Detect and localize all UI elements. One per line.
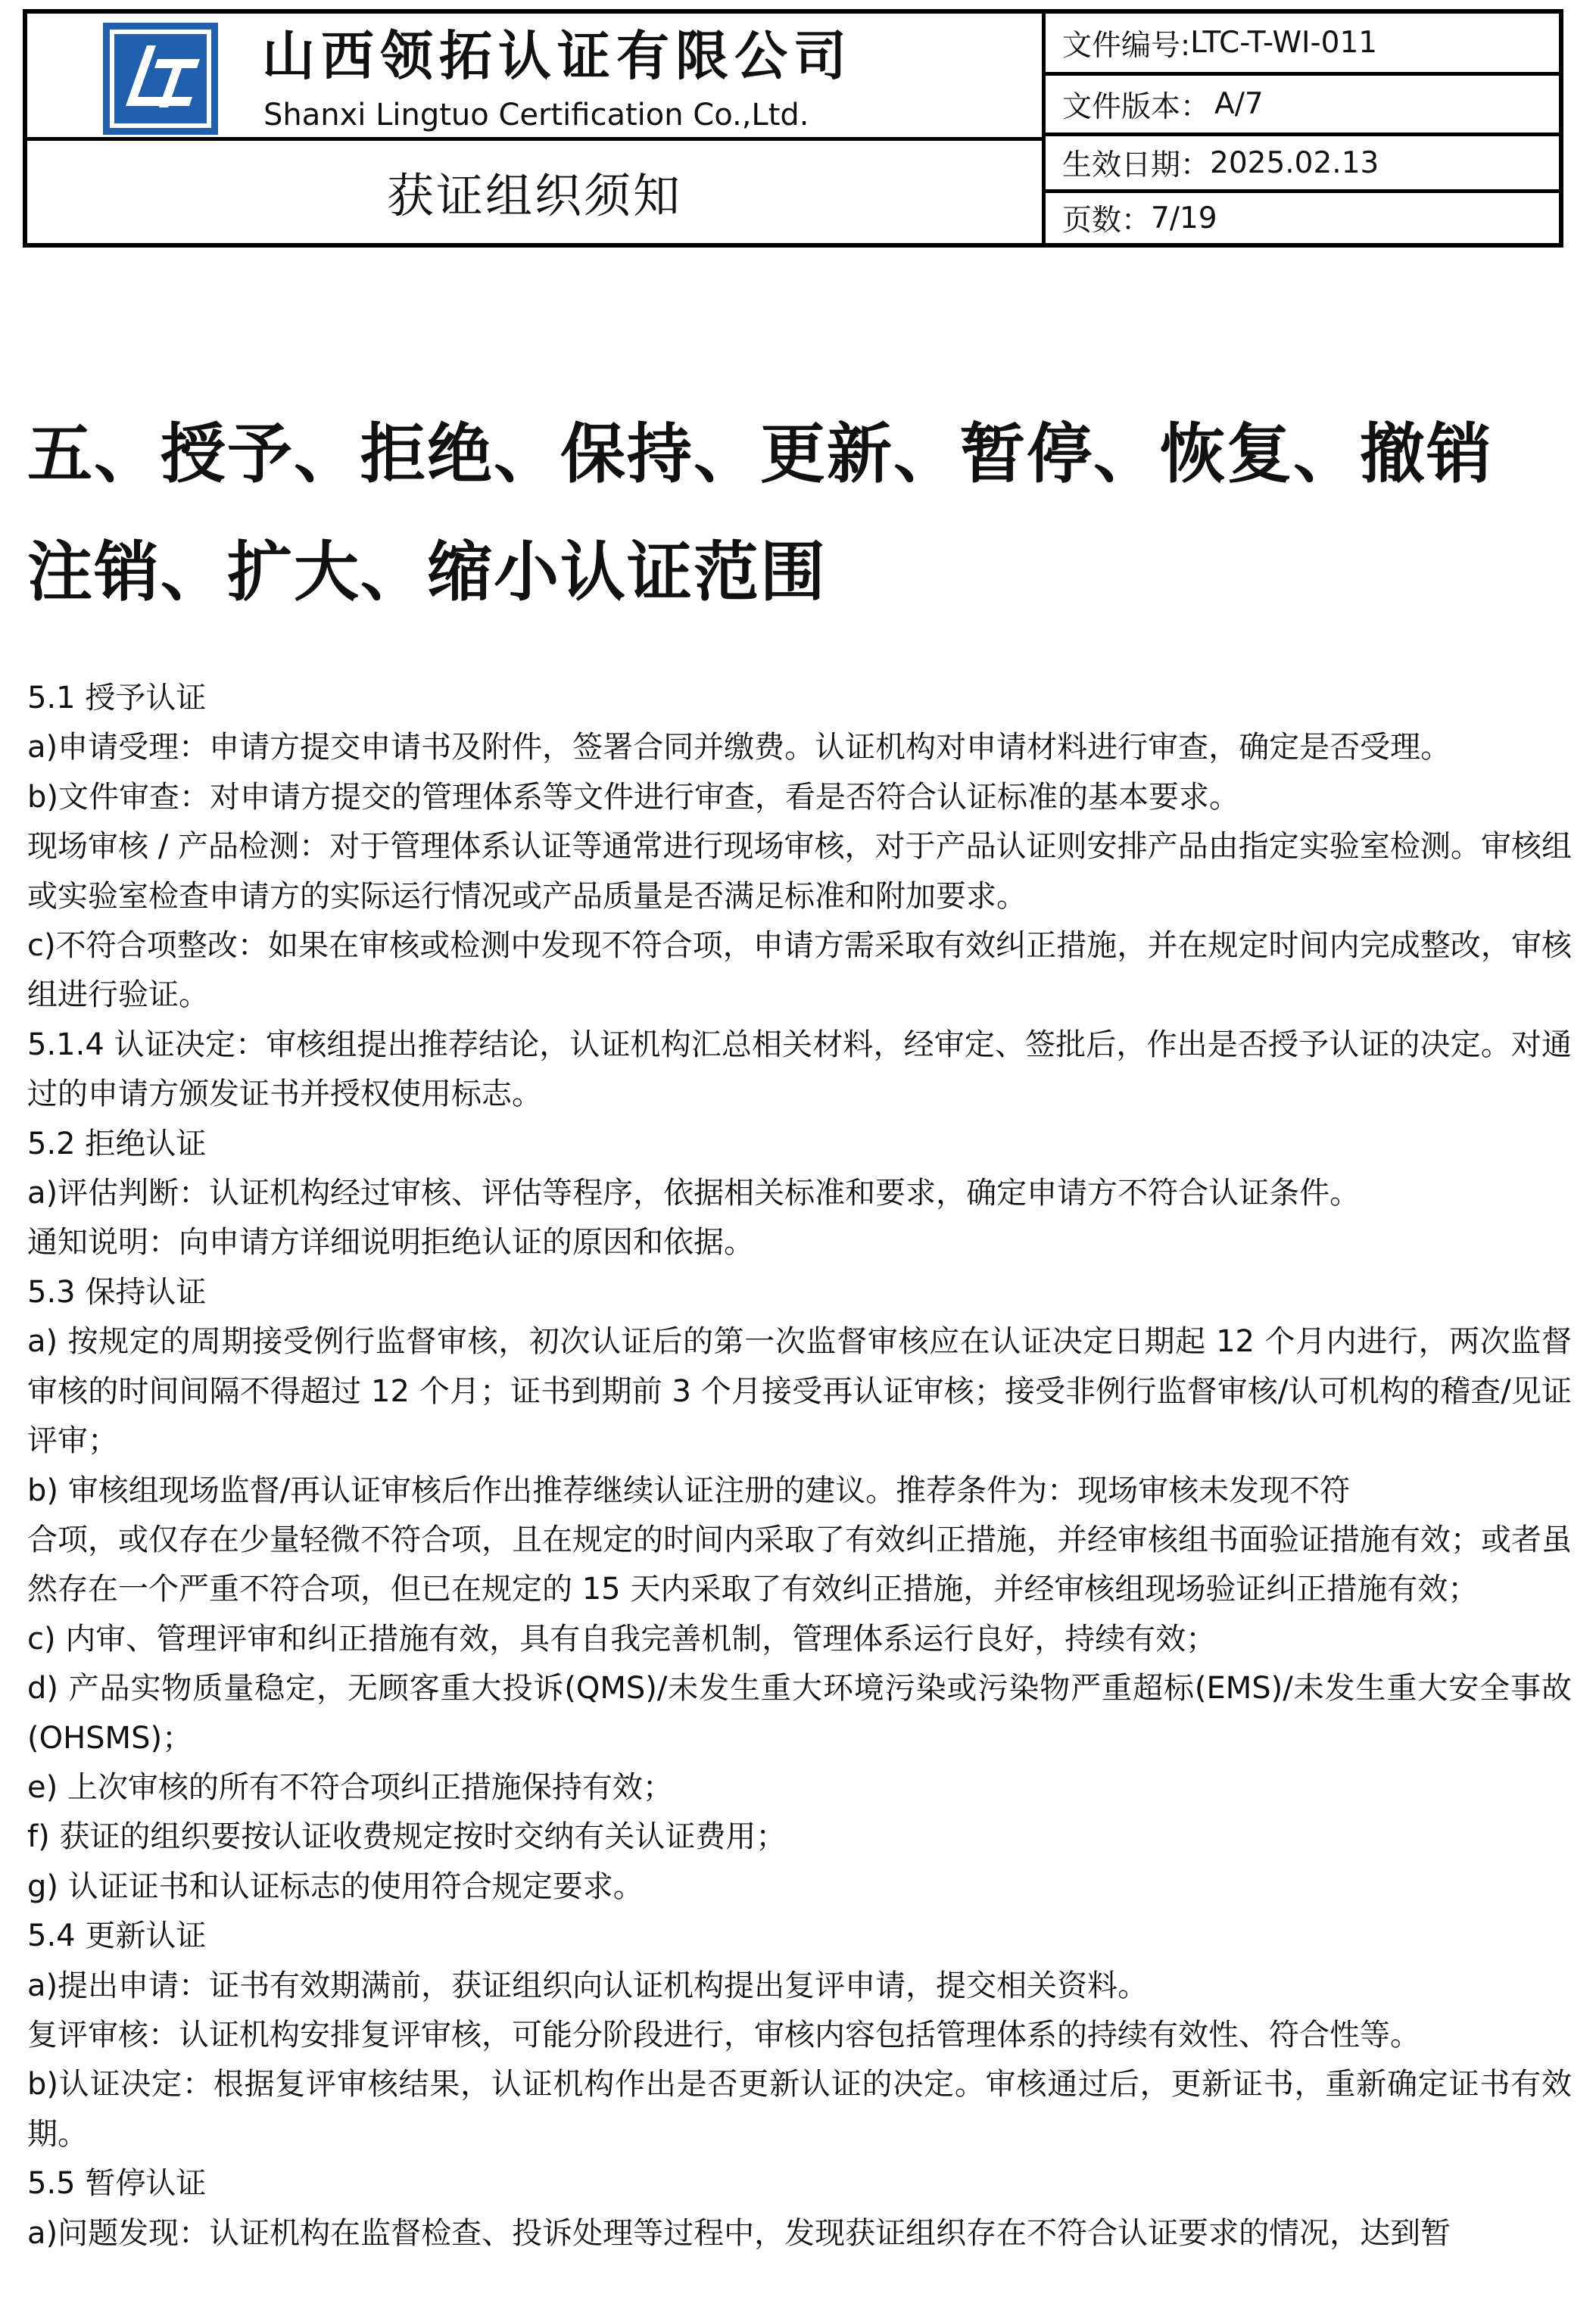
paragraph: 5.1 授予认证 <box>27 681 207 715</box>
document-meta <box>1042 14 1559 243</box>
paragraph: g) 认证证书和认证标志的使用符合规定要求。 <box>27 1869 644 1904</box>
paragraph: a) 按规定的周期接受例行监督审核，初次认证后的第一次监督审核应在认证决定日期起 12 个月内进行，两次监督审核的时间间隔不得超过 12 个月；证书到期前 3 个月接受再认证审核；接受非例行监督审核/认可机构的稽查/见证评审； <box>27 1324 1572 1459</box>
meta-doc-number <box>1046 14 1559 76</box>
paragraph: b)文件审查：对申请方提交的管理体系等文件进行审查，看是否符合认证标准的基本要求。 <box>27 779 1239 815</box>
meta-label: 文件版本： <box>1062 89 1211 124</box>
paragraph: 5.5 暂停认证 <box>27 2166 207 2202</box>
paragraph: 5.3 保持认证 <box>27 1274 207 1310</box>
company-logo-icon <box>103 23 218 135</box>
paragraph: c) 内审、管理评审和纠正措施有效，具有自我完善机制，管理体系运行良好，持续有效； <box>27 1621 1217 1657</box>
paragraph: 通知说明：向申请方详细说明拒绝认证的原因和依据。 <box>27 1225 754 1261</box>
meta-label: 生效日期： <box>1062 148 1211 182</box>
company-name-en: Shanxi Lingtuo Certification Co.,Ltd. <box>263 98 809 132</box>
company-block <box>27 14 1042 141</box>
paragraph: 合项，或仅存在少量轻微不符合项，且在规定的时间内采取了有效纠正措施，并经审核组书面验证措施有效；或者虽然存在一个严重不符合项，但已在规定的 15 天内采取了有效纠正措施，并经审核组现场验证纠正措施有效； <box>27 1522 1572 1607</box>
paragraph: d) 产品实物质量稳定，无顾客重大投诉(QMS)/未发生重大环境污染或污染物严重超标(EMS)/未发生重大安全事故(OHSMS)； <box>27 1671 1572 1756</box>
paragraph: 现场审核 / 产品检测：对于管理体系认证等通常进行现场审核，对于产品认证则安排产品由指定实验室检测。审核组或实验室检查申请方的实际运行情况或产品质量是否满足标准和附加要求。 <box>27 829 1572 914</box>
paragraph: a)评估判断：认证机构经过审核、评估等程序，依据相关标准和要求，确定申请方不符合认证条件。 <box>27 1176 1361 1211</box>
meta-value: A/7 <box>1214 87 1264 121</box>
paragraph: 5.2 拒绝认证 <box>27 1126 207 1161</box>
paragraph: e) 上次审核的所有不符合项纠正措施保持有效； <box>27 1769 673 1805</box>
paragraph: 5.4 更新认证 <box>27 1918 207 1954</box>
paragraph: c)不符合项整改：如果在审核或检测中发现不符合项，申请方需采取有效纠正措施，并在规定时间内完成整改，审核组进行验证。 <box>27 928 1572 1013</box>
meta-doc-version <box>1046 76 1559 136</box>
paragraph: 复评审核：认证机构安排复评审核，可能分阶段进行，审核内容包括管理体系的持续有效性、符合性等。 <box>27 2017 1420 2052</box>
document-title: 获证组织须知 <box>386 168 682 223</box>
document-body <box>27 674 1572 2258</box>
paragraph: f) 获证的组织要按认证收费规定按时交纳有关认证费用； <box>27 1819 787 1855</box>
meta-value: 7/19 <box>1151 201 1217 235</box>
paragraph: 5.1.4 认证决定：审核组提出推荐结论，认证机构汇总相关材料，经审定、签批后，作出是否授予认证的决定。对通过的申请方颁发证书并授权使用标志。 <box>27 1027 1572 1112</box>
section-heading-line2: 注销、扩大、缩小认证范围 <box>27 535 827 610</box>
meta-value: 2025.02.13 <box>1210 145 1379 180</box>
meta-value: LTC-T-WI-011 <box>1190 26 1378 60</box>
meta-page-count <box>1046 193 1559 243</box>
meta-effective-date <box>1046 136 1559 193</box>
paragraph: a)问题发现：认证机构在监督检查、投诉处理等过程中，发现获证组织存在不符合认证要求的情况，达到暂 <box>27 2215 1451 2251</box>
paragraph: a)申请受理：申请方提交申请书及附件，签署合同并缴费。认证机构对申请材料进行审查，确定是否受理。 <box>27 730 1451 765</box>
document-header <box>23 9 1563 248</box>
section-heading-line1: 五、授予、拒绝、保持、更新、暂停、恢复、撤销 <box>27 416 1493 492</box>
header-left <box>27 14 1042 243</box>
paragraph: b)认证决定：根据复评审核结果，认证机构作出是否更新认证的决定。审核通过后，更新证书，重新确定证书有效期。 <box>27 2067 1572 2152</box>
company-name-cn: 山西领拓认证有限公司 <box>262 25 853 87</box>
meta-label: 页数： <box>1062 204 1152 238</box>
paragraph: b) 审核组现场监督/再认证审核后作出推荐继续认证注册的建议。推荐条件为：现场审核未发现不符 <box>27 1473 1351 1508</box>
paragraph: a)提出申请：证书有效期满前，获证组织向认证机构提出复评申请，提交相关资料。 <box>27 1968 1149 2003</box>
meta-label: 文件编号: <box>1062 28 1191 63</box>
